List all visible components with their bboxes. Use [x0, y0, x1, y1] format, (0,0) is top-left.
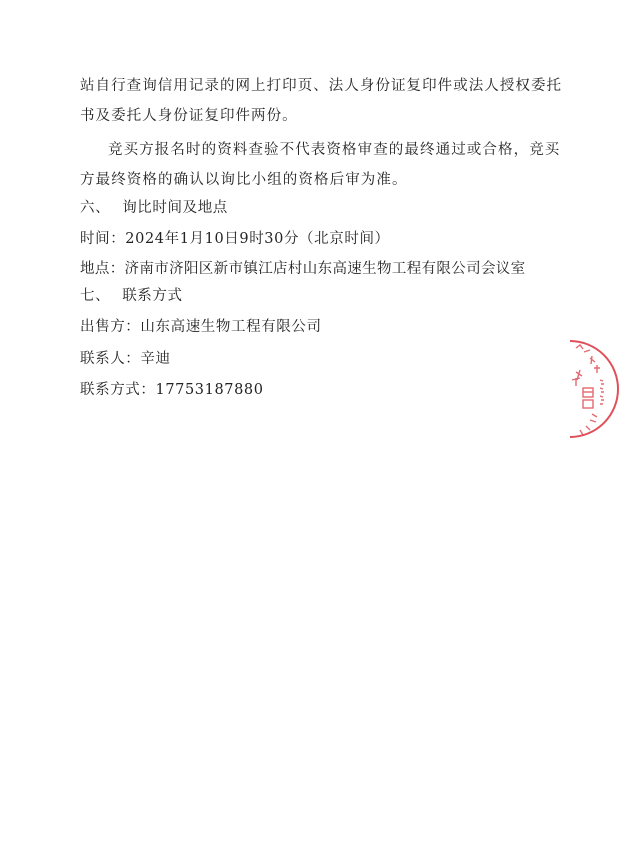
paragraph-line: 书及委托人身份证复印件两份。	[80, 108, 298, 124]
section-title: 联系方式	[122, 288, 183, 304]
section-heading-7	[80, 286, 183, 306]
place-line: 地点：济南市济阳区新市镇江店村山东高速生物工程有限公司会议室	[80, 261, 526, 277]
paragraph-line: 竞买方报名时的资料查验不代表资格审查的最终通过或合格，竞买	[108, 142, 561, 158]
section-title: 询比时间及地点	[122, 200, 228, 216]
section-number: 六、	[80, 200, 111, 216]
section-number: 七、	[80, 288, 111, 304]
paragraph-line: 方最终资格的确认以询比小组的资格后审为准。	[80, 172, 408, 188]
contact-person-line: 联系人：辛迪	[80, 351, 171, 367]
company-seal	[570, 336, 629, 442]
section-heading-6	[80, 198, 228, 218]
contact-phone-line: 联系方式：17753187880	[80, 382, 264, 398]
seller-line: 出售方：山东高速生物工程有限公司	[80, 319, 322, 335]
paragraph-line: 站自行查询信用记录的网上打印页、法人身份证复印件或法人授权委托	[80, 78, 563, 94]
seal-graphic	[570, 336, 629, 442]
time-line: 时间：2024年1月10日9时30分（北京时间）	[80, 231, 390, 247]
